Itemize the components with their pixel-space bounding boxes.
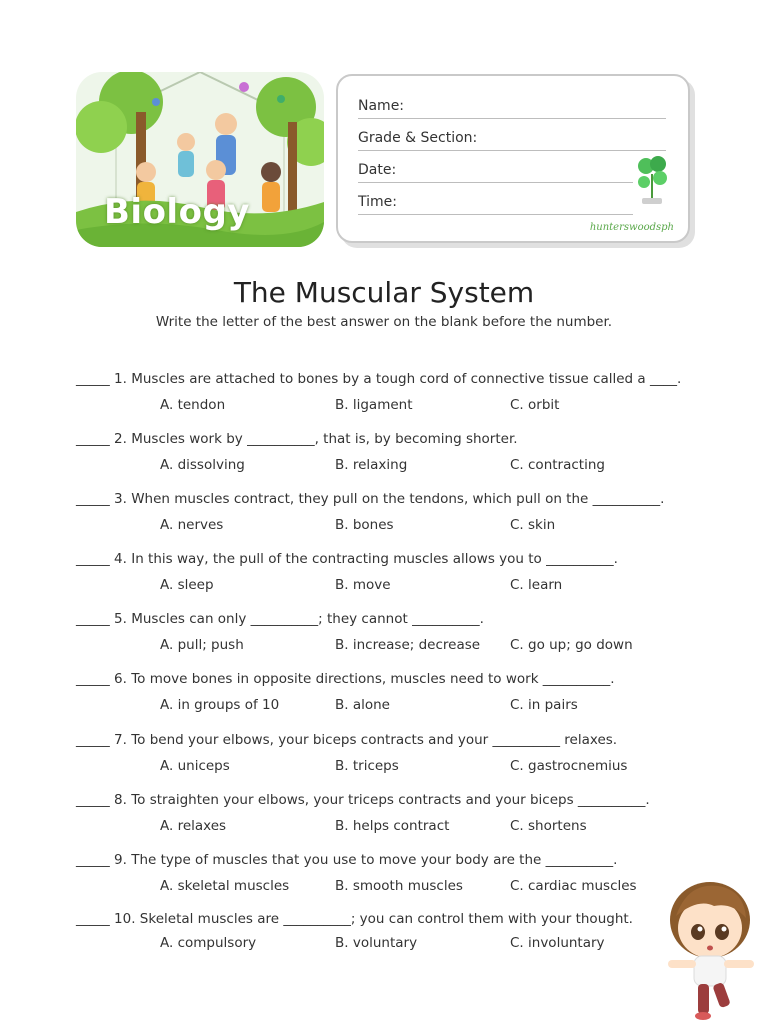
- question-text: _____ 7. To bend your elbows, your biceps contracts and your __________ relaxes.: [76, 732, 618, 748]
- choice-a: A. tendon: [160, 397, 226, 413]
- choice-b: B. relaxing: [335, 457, 408, 473]
- name-field[interactable]: [358, 94, 666, 119]
- question-5: [76, 611, 716, 665]
- question-7: [76, 732, 716, 786]
- choice-a: A. skeletal muscles: [160, 878, 290, 894]
- choice-b: B. move: [335, 577, 391, 593]
- grade-section-label: Grade & Section:: [358, 130, 478, 146]
- question-text: _____ 10. Skeletal muscles are __________; you can control them with your thought.: [76, 911, 633, 927]
- time-field[interactable]: [358, 190, 633, 215]
- question-text: _____ 2. Muscles work by __________, that is, by becoming shorter.: [76, 431, 518, 447]
- question-text: _____ 9. The type of muscles that you use to move your body are the __________.: [76, 852, 618, 868]
- question-text: _____ 3. When muscles contract, they pull on the tendons, which pull on the __________.: [76, 491, 665, 507]
- choice-a: A. in groups of 10: [160, 697, 280, 713]
- brand-watermark: hunterswoodsph: [589, 222, 674, 233]
- question-text: _____ 4. In this way, the pull of the contracting muscles allows you to __________.: [76, 551, 618, 567]
- date-field[interactable]: [358, 158, 633, 183]
- biology-banner-illustration: [76, 72, 324, 247]
- choice-b: B. voluntary: [335, 935, 418, 951]
- choice-a: A. nerves: [160, 517, 224, 533]
- choice-a: A. pull; push: [160, 637, 244, 653]
- choice-b: B. bones: [335, 517, 394, 533]
- choice-a: A. compulsory: [160, 935, 257, 951]
- grade-section-field[interactable]: [358, 126, 666, 151]
- question-text: _____ 5. Muscles can only __________; they cannot __________.: [76, 611, 484, 627]
- choice-c: C. gastrocnemius: [510, 758, 628, 774]
- choice-a: A. dissolving: [160, 457, 245, 473]
- question-1: [76, 371, 716, 425]
- choice-c: C. learn: [510, 577, 563, 593]
- question-2: [76, 431, 716, 485]
- name-label: Name:: [358, 98, 405, 114]
- question-6: [76, 671, 716, 725]
- choice-c: C. go up; go down: [510, 637, 633, 653]
- choice-b: B. triceps: [335, 758, 399, 774]
- time-label: Time:: [358, 194, 397, 210]
- choice-b: B. increase; decrease: [335, 637, 481, 653]
- choice-c: C. skin: [510, 517, 556, 533]
- date-label: Date:: [358, 162, 397, 178]
- question-3: [76, 491, 716, 545]
- choice-a: A. relaxes: [160, 818, 227, 834]
- question-text: _____ 1. Muscles are attached to bones by a tough cord of connective tissue called a ____.: [76, 371, 682, 387]
- question-8: [76, 792, 716, 846]
- question-10: [76, 911, 716, 965]
- choice-a: A. uniceps: [160, 758, 230, 774]
- choice-c: C. contracting: [510, 457, 605, 473]
- choice-b: B. smooth muscles: [335, 878, 463, 894]
- choice-c: C. cardiac muscles: [510, 878, 637, 894]
- question-4: [76, 551, 716, 605]
- choice-c: C. in pairs: [510, 697, 578, 713]
- question-text: _____ 6. To move bones in opposite directions, muscles need to work __________.: [76, 671, 615, 687]
- choice-c: C. orbit: [510, 397, 560, 413]
- choice-b: B. ligament: [335, 397, 413, 413]
- question-text: _____ 8. To straighten your elbows, your triceps contracts and your biceps __________.: [76, 792, 650, 808]
- banner-label: Biology: [104, 192, 250, 232]
- cartoon-boy-illustration: [658, 872, 764, 1022]
- choice-a: A. sleep: [160, 577, 214, 593]
- choice-c: C. involuntary: [510, 935, 605, 951]
- instructions: Write the letter of the best answer on the blank before the number.: [155, 314, 613, 330]
- plant-logo-icon: [634, 154, 670, 206]
- question-9: [76, 852, 716, 906]
- choice-b: B. alone: [335, 697, 390, 713]
- choice-b: B. helps contract: [335, 818, 450, 834]
- page-title: The Muscular System: [233, 276, 535, 309]
- choice-c: C. shortens: [510, 818, 587, 834]
- student-info-card: [336, 74, 690, 243]
